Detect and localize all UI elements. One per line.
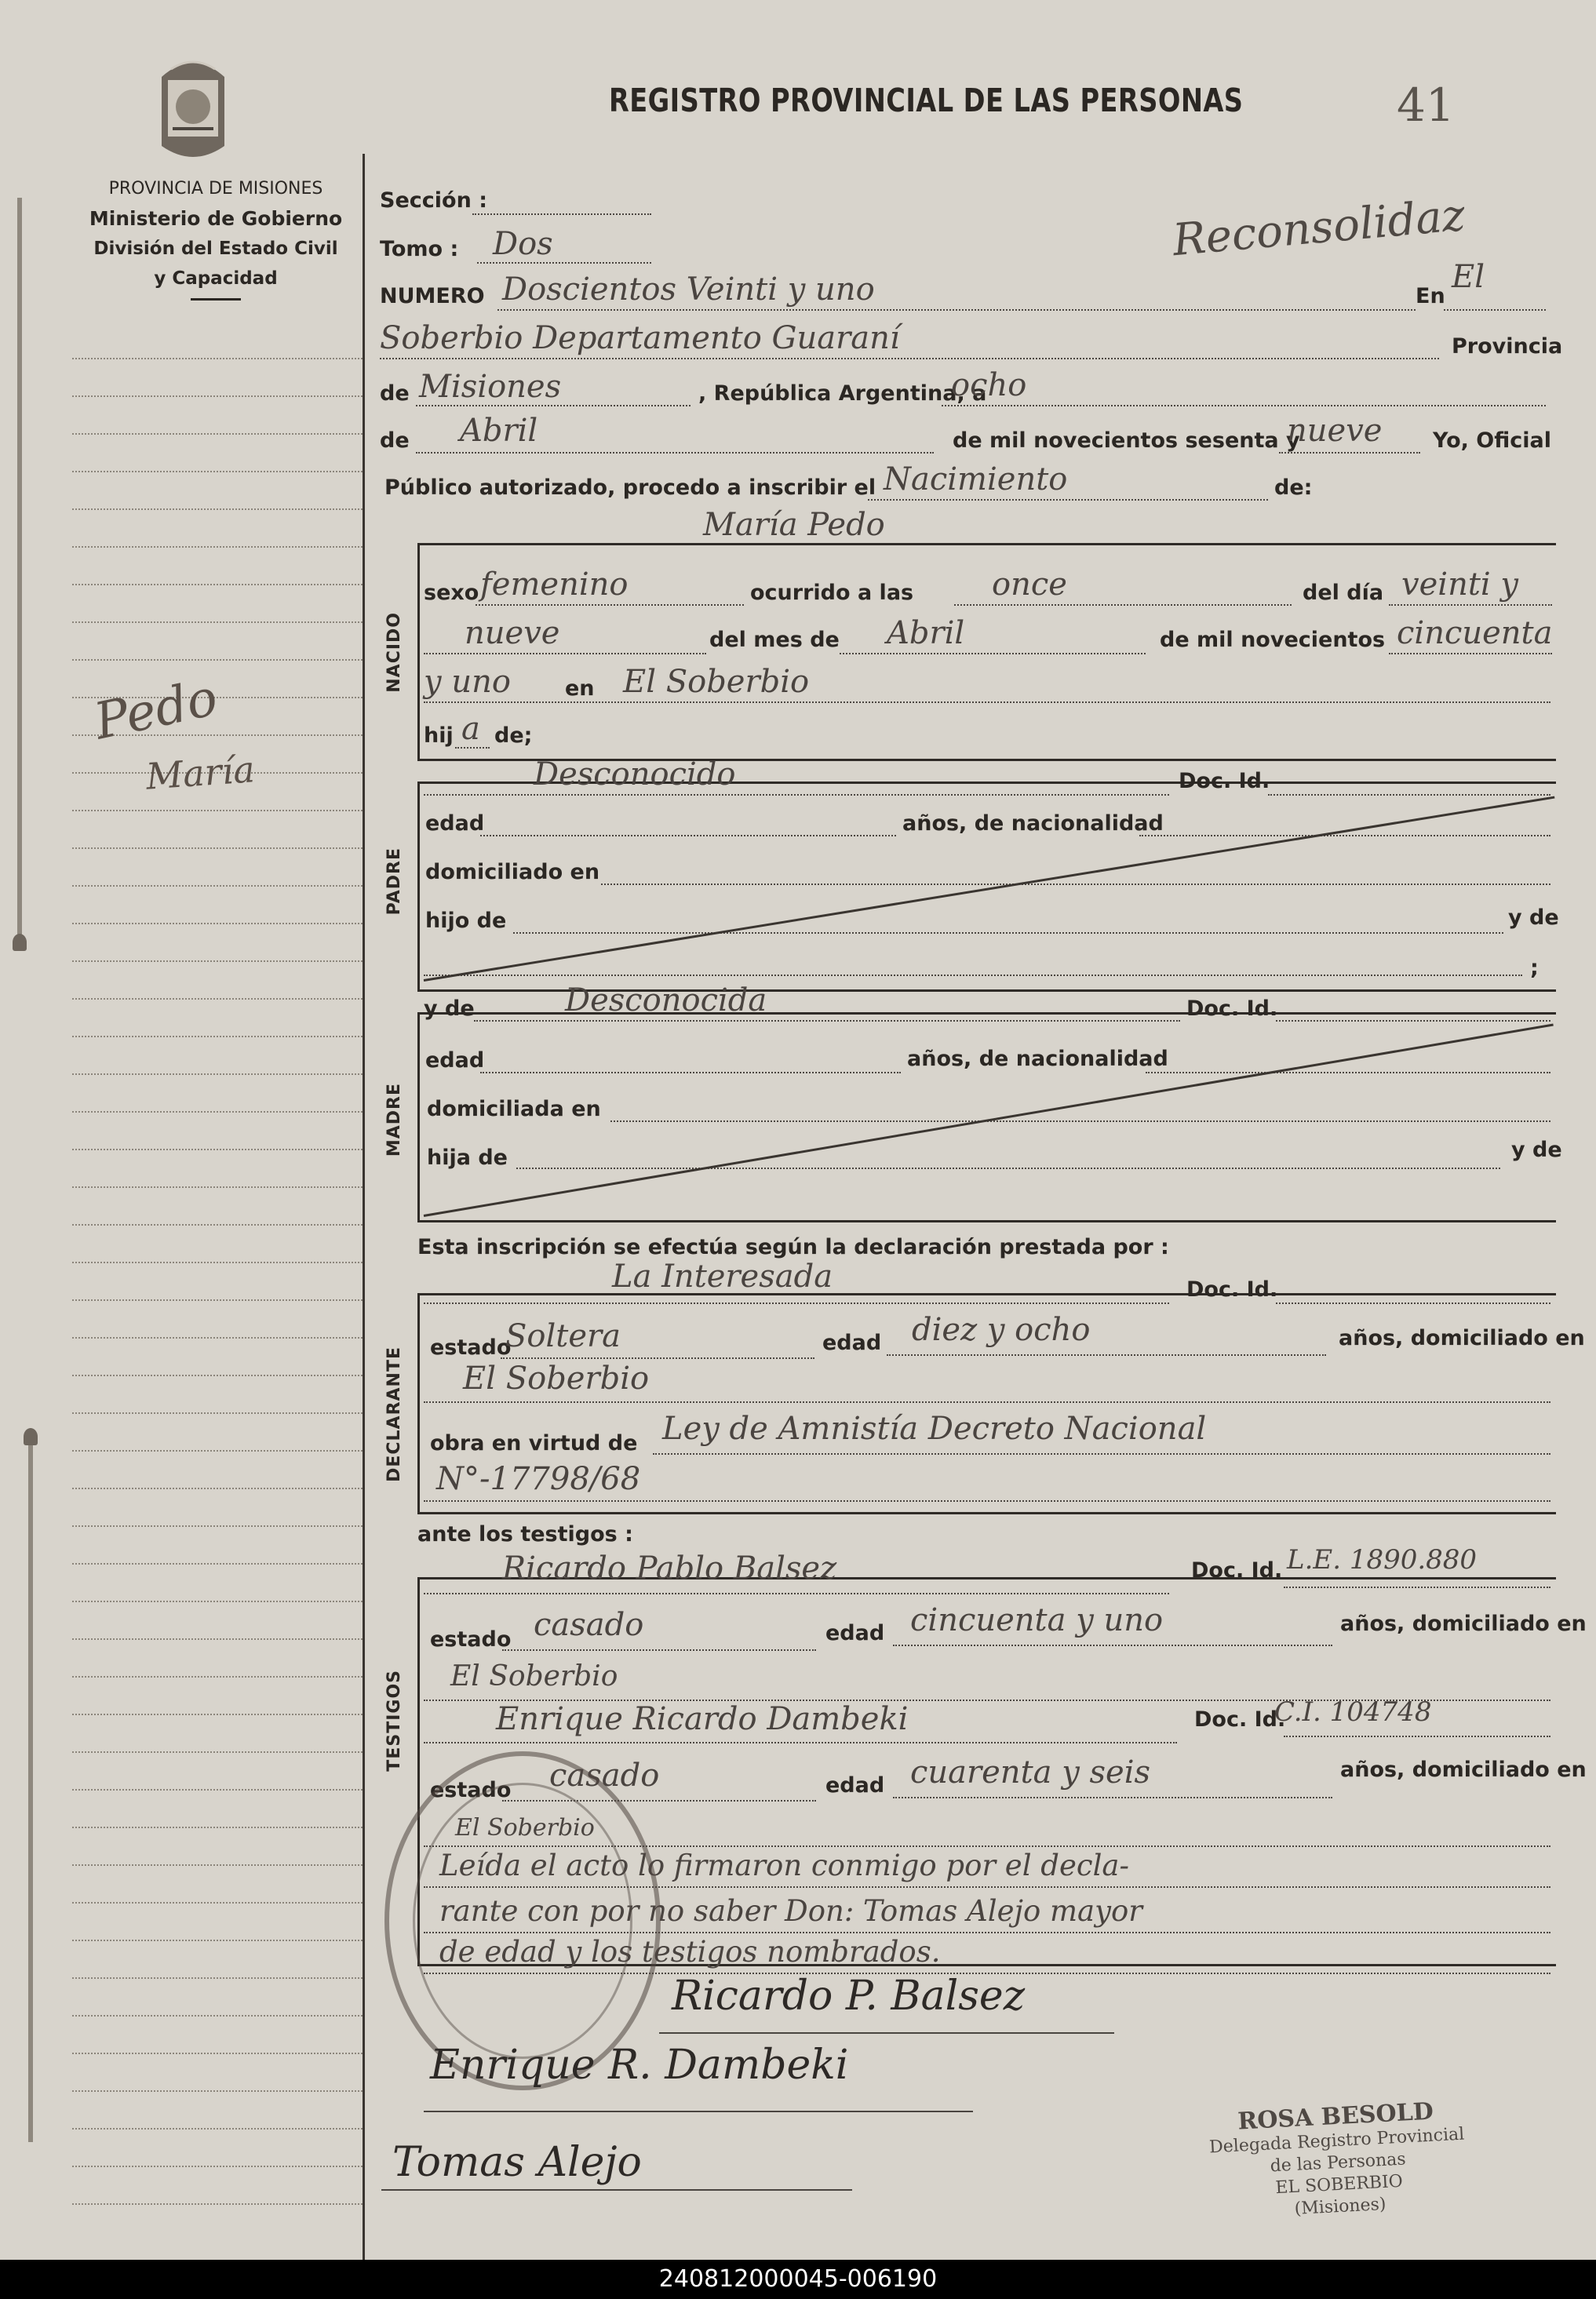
binding-rail-top — [17, 198, 22, 943]
declarante-obra-label: obra en virtud de — [430, 1431, 638, 1456]
nota-linea-3: de edad y los testigos nombrados. — [439, 1935, 941, 1969]
margin-ruled-line — [72, 1299, 363, 1301]
padre-domicilio-line — [601, 884, 1550, 885]
testigo2-edad-value: cuarenta y seis — [910, 1754, 1151, 1791]
declarante-domicilio-line — [424, 1401, 1550, 1403]
margin-ruled-line — [72, 1224, 363, 1226]
declarante-doc-line — [1276, 1303, 1550, 1304]
testigo2-estado-label: estado — [430, 1778, 512, 1802]
provincia-label: Provincia — [1452, 334, 1563, 359]
yo-label: Yo, Oficial — [1433, 428, 1551, 453]
sexo-label: sexo — [424, 581, 479, 605]
testigo1-doc-value: L.E. 1890.880 — [1287, 1544, 1478, 1576]
margin-ruled-line — [72, 1676, 363, 1678]
official-place: EL SOBERBIO — [1274, 2171, 1404, 2199]
folio-number: 41 — [1397, 78, 1455, 132]
declarante-obra-value2: N°-17798/68 — [436, 1461, 641, 1497]
margin-ruled-line — [72, 1563, 363, 1565]
padre-hijo-line — [513, 932, 1503, 934]
margin-ruled-line — [72, 2203, 363, 2205]
margin-ruled-line — [72, 659, 363, 661]
lugar-value: El Soberbio — [623, 664, 810, 700]
en-value: El — [1452, 259, 1485, 295]
mes-line — [416, 452, 934, 454]
margin-ruled-line — [72, 1262, 363, 1263]
signature-witness-1: Ricardo P. Balsez — [672, 1973, 1026, 2020]
madre-nombre-value: Desconocida — [565, 982, 767, 1018]
margin-ruled-line — [72, 1111, 363, 1113]
hij-line — [455, 747, 490, 749]
testigo1-nombre-line — [424, 1593, 1169, 1594]
testigo1-edad-line — [893, 1645, 1332, 1646]
margin-ruled-line — [72, 471, 363, 472]
margin-ruled-line — [72, 1940, 363, 1941]
office-rule — [191, 298, 241, 301]
margin-ruled-line — [72, 2015, 363, 2017]
hora-line — [954, 604, 1292, 606]
margin-given-name: María — [144, 748, 257, 798]
padre-last-line — [424, 975, 1522, 976]
dia-value: ocho — [951, 367, 1027, 403]
hij-value: a — [461, 711, 480, 747]
seccion-line — [472, 213, 651, 215]
declarante-domicilio-value: El Soberbio — [463, 1361, 650, 1397]
declarante-edad-value: diez y ocho — [912, 1312, 1091, 1348]
margin-ruled-line — [72, 847, 363, 849]
numero-label: NUMERO — [380, 284, 485, 308]
hora-value: once — [992, 567, 1067, 603]
margin-ruled-line — [72, 1036, 363, 1037]
ocurrido-label: ocurrido a las — [750, 581, 914, 605]
office-province: PROVINCIA DE MISIONES — [108, 179, 323, 199]
declarante-edad-line — [887, 1354, 1326, 1356]
margin-ruled-line — [72, 1977, 363, 1979]
margin-ruled-line — [72, 1073, 363, 1075]
declarante-obra-line2 — [424, 1500, 1550, 1502]
margin-ruled-line — [72, 960, 363, 962]
seccion-label: Sección : — [380, 188, 487, 213]
margin-ruled-line — [72, 508, 363, 510]
nacido-mil-label: de mil novecientos — [1160, 628, 1386, 652]
testigo1-estado-label: estado — [430, 1627, 512, 1652]
madre-doc-line — [1276, 1020, 1550, 1022]
padre-doc-label: Doc. Id. — [1179, 769, 1270, 793]
document-id-bar: 240812000045-006190 — [0, 2260, 1596, 2299]
binding-rail-top-head — [13, 934, 27, 951]
testigo1-domicilio: El Soberbio — [450, 1660, 618, 1692]
madre-section-label: MADRE — [384, 1083, 404, 1157]
binding-rail-bottom — [28, 1436, 33, 2142]
testigos-section-label: TESTIGOS — [384, 1670, 404, 1772]
declarante-intro: Esta inscripción se efectúa según la declaración prestada por : — [417, 1235, 1169, 1259]
nacido-dia-value2: nueve — [465, 615, 560, 651]
testigo2-nombre: Enrique Ricardo Dambeki — [496, 1701, 909, 1737]
margin-ruled-line — [72, 998, 363, 1000]
testigos-intro: ante los testigos : — [417, 1522, 633, 1547]
republica-label: , República Argentina, a — [698, 381, 987, 406]
margin-ruled-line — [72, 1864, 363, 1866]
testigo1-doc-line — [1284, 1587, 1550, 1588]
margin-ruled-line — [72, 1525, 363, 1527]
declarante-estado-value: Soltera — [505, 1318, 621, 1354]
margin-ruled-line — [72, 1751, 363, 1753]
margin-ruled-line — [72, 1601, 363, 1602]
margin-ruled-line — [72, 2166, 363, 2167]
margin-ruled-line — [72, 1149, 363, 1150]
padre-yde-label: y de — [1508, 905, 1559, 930]
tomo-line — [477, 262, 651, 264]
nacido-en-label: en — [565, 676, 595, 701]
testigo1-nombre: Ricardo Pablo Balsez — [502, 1550, 837, 1587]
padre-domicilio-label: domiciliado en — [425, 860, 600, 884]
testigo2-edad-label: edad — [825, 1773, 885, 1798]
nacido-dia-line — [1389, 604, 1552, 606]
mes-value: Abril — [460, 413, 538, 449]
declarante-nombre-value: La Interesada — [612, 1259, 833, 1295]
margin-ruled-line — [72, 1638, 363, 1640]
madre-edad-label: edad — [425, 1048, 485, 1073]
testigo1-estado-line — [502, 1649, 816, 1651]
hij-label: hij — [424, 723, 454, 748]
margin-ruled-line — [72, 1789, 363, 1791]
madre-nacionalidad-line — [1146, 1072, 1550, 1073]
nacido-mes-label: del mes de — [709, 628, 840, 652]
margin-ruled-line — [72, 1714, 363, 1715]
signature-witness-2: Enrique R. Dambeki — [430, 2042, 849, 2089]
de-label: de — [380, 381, 410, 406]
nota-linea-1: Leída el acto lo firmaron conmigo por el decla- — [439, 1849, 1129, 1882]
en-label: En — [1416, 284, 1445, 308]
margin-ruled-line — [72, 433, 363, 435]
official-province: (Misiones) — [1294, 2194, 1387, 2219]
madre-domicilio-line — [610, 1120, 1550, 1122]
margin-ruled-line — [72, 2053, 363, 2054]
official-name: ROSA BESOLD — [1237, 2097, 1434, 2136]
de3-label: de: — [1274, 475, 1313, 500]
declarante-section-label: DECLARANTE — [384, 1346, 404, 1482]
padre-semicolon: ; — [1530, 956, 1539, 980]
margin-ruled-line — [72, 885, 363, 887]
margin-ruled-line — [72, 1827, 363, 1828]
padre-nacionalidad-line — [1139, 835, 1550, 836]
testigo1-edad-label: edad — [825, 1621, 885, 1645]
dia-line — [942, 405, 1546, 406]
dia-label: del día — [1303, 581, 1384, 605]
numero-value: Doscientos Veinti y uno — [502, 271, 875, 308]
padre-section-label: PADRE — [384, 847, 404, 916]
margin-ruled-line — [72, 1450, 363, 1452]
signature-line-1 — [659, 2032, 1114, 2034]
padre-nacionalidad-label: años, de nacionalidad — [902, 811, 1164, 836]
anio-line — [1279, 452, 1420, 454]
anio-value: nueve — [1287, 413, 1383, 449]
margin-ruled-line — [72, 1488, 363, 1489]
madre-yde-label: y de — [424, 996, 475, 1021]
madre-edad-line — [480, 1072, 901, 1073]
testigo2-nombre-line — [424, 1742, 1177, 1743]
lugar-line — [424, 701, 1550, 703]
official-stamp — [1150, 2093, 1525, 2228]
acto-value: Nacimiento — [884, 461, 1068, 497]
registry-round-stamp-ring — [413, 1783, 632, 2059]
acto-line — [868, 499, 1268, 501]
en-line — [1444, 309, 1546, 311]
nacido-mes-value: Abril — [887, 615, 965, 651]
nombre-value: María Pedo — [703, 507, 885, 543]
margin-ruled-line — [72, 1375, 363, 1376]
page-title: REGISTRO PROVINCIAL DE LAS PERSONAS — [609, 82, 1244, 119]
padre-edad-label: edad — [425, 811, 485, 836]
office-heading — [47, 174, 384, 301]
madre-nacionalidad-label: años, de nacionalidad — [907, 1047, 1168, 1071]
nacido-de-label: de; — [494, 723, 533, 748]
publico-label: Público autorizado, procedo a inscribir el — [384, 475, 876, 500]
margin-ruled-line — [72, 1337, 363, 1339]
nota-linea-2: rante con por no saber Don: Tomas Alejo mayor — [439, 1894, 1142, 1928]
tomo-label: Tomo : — [380, 237, 459, 261]
place-value: Soberbio Departamento Guaraní — [380, 320, 900, 356]
testigo2-anios-label: años, domiciliado en — [1340, 1758, 1587, 1782]
margin-ruled-line — [72, 2128, 363, 2130]
padre-hijo-label: hijo de — [425, 909, 507, 933]
declarante-estado-label: estado — [430, 1335, 512, 1360]
nacido-dia-value: veinti y — [1401, 567, 1519, 603]
declarante-nombre-line — [424, 1303, 1169, 1304]
office-capacity: y Capacidad — [154, 268, 278, 289]
madre-yde2-label: y de — [1511, 1138, 1562, 1162]
testigo1-estado-value: casado — [534, 1607, 644, 1643]
margin-ruled-line — [72, 1902, 363, 1904]
mil-label: de mil novecientos sesenta y — [953, 428, 1300, 453]
testigo2-doc-value: C.I. 104748 — [1274, 1696, 1432, 1728]
nacido-dia2-line — [424, 653, 706, 654]
testigo2-estado-value: casado — [549, 1758, 660, 1794]
provincia-line — [416, 405, 691, 406]
sexo-value: femenino — [480, 567, 629, 603]
testigo2-doc-label: Doc. Id. — [1194, 1707, 1286, 1732]
testigo1-edad-value: cincuenta y uno — [910, 1602, 1164, 1638]
margin-ruled-line — [72, 395, 363, 397]
nacido-anio-value2: y uno — [424, 664, 511, 700]
testigo2-edad-line — [893, 1797, 1332, 1798]
declarante-obra-value: Ley de Amnistía Decreto Nacional — [662, 1411, 1207, 1447]
signature-line-2 — [424, 2111, 973, 2112]
office-ministry: Ministerio de Gobierno — [89, 207, 343, 230]
nacido-section-label: NACIDO — [384, 612, 404, 693]
margin-ruled-line — [72, 2090, 363, 2092]
margin-ruled-line — [72, 923, 363, 924]
madre-nombre-line — [474, 1020, 1180, 1022]
margin-surname: Pedo — [89, 669, 223, 752]
declarante-anios-label: años, domiciliado en — [1339, 1326, 1585, 1350]
place-line — [380, 358, 1439, 359]
declarante-doc-label: Doc. Id. — [1186, 1277, 1278, 1302]
official-role-2: de las Personas — [1270, 2149, 1407, 2177]
padre-edad-line — [480, 835, 896, 836]
margin-ruled-line — [72, 546, 363, 548]
madre-hija-label: hija de — [427, 1146, 508, 1170]
margin-ruled-line — [72, 1412, 363, 1414]
padre-doc-line — [1268, 794, 1550, 796]
declarante-obra-line — [653, 1453, 1550, 1455]
margin-divider — [363, 154, 365, 2260]
margin-ruled-line — [72, 1186, 363, 1188]
madre-domicilio-label: domiciliada en — [427, 1097, 601, 1121]
padre-nombre-line — [424, 794, 1169, 796]
padre-nombre-value: Desconocido — [534, 756, 736, 792]
office-division: División del Estado Civil — [93, 239, 338, 259]
declarante-edad-label: edad — [822, 1331, 882, 1355]
tomo-value: Dos — [493, 226, 553, 262]
testigo2-doc-line — [1284, 1736, 1550, 1737]
provincial-seal-icon — [157, 53, 229, 163]
official-role-1: Delegada Registro Provincial — [1208, 2124, 1465, 2158]
nacido-mes-line — [840, 653, 1146, 654]
provincia-value: Misiones — [419, 369, 562, 405]
de2-label: de — [380, 428, 410, 453]
binding-rail-bottom-head — [24, 1428, 38, 1445]
testigo1-anios-label: años, domiciliado en — [1340, 1612, 1587, 1636]
nacido-anio-value: cincuenta — [1397, 615, 1553, 651]
margin-ruled-line — [72, 358, 363, 359]
margin-ruled-line — [72, 584, 363, 585]
madre-hija-line — [516, 1168, 1500, 1169]
margin-ruled-line — [72, 810, 363, 811]
signature-line-3 — [381, 2189, 852, 2191]
numero-line — [497, 309, 1416, 311]
declarante-estado-line — [501, 1357, 814, 1359]
testigo2-domicilio: El Soberbio — [455, 1814, 595, 1842]
nacido-anio-line — [1389, 653, 1552, 654]
sexo-line — [476, 604, 744, 606]
registry-round-stamp — [384, 1751, 661, 2090]
madre-doc-label: Doc. Id. — [1186, 996, 1278, 1021]
stamp-word: Reconsolidaz — [1170, 189, 1467, 267]
signature-declarant: Tomas Alejo — [392, 2139, 642, 2186]
margin-ruled-line — [72, 621, 363, 623]
testigo1-doc-label: Doc. Id. — [1191, 1558, 1283, 1583]
